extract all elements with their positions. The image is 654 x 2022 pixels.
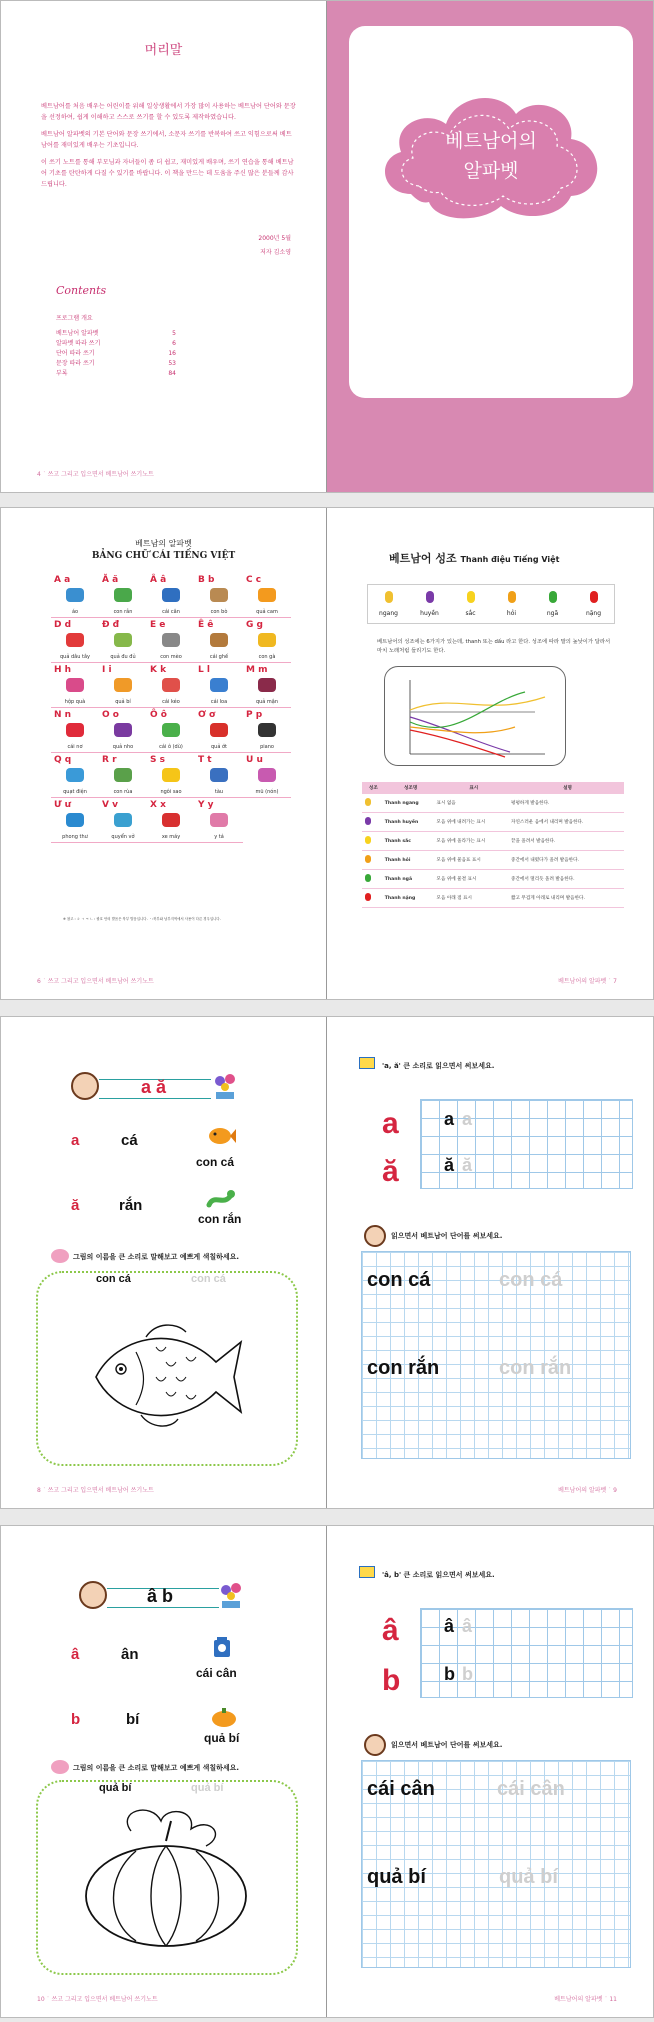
contents-item-page: 16 (168, 350, 176, 357)
tone-mark-icon (365, 874, 371, 882)
trace-letter-dark: ă (444, 1155, 455, 1175)
tone-strip-item (368, 585, 409, 623)
alphabet-picture-icon (114, 768, 132, 782)
alphabet-cell (195, 708, 243, 753)
alphabet-picture-icon (66, 588, 84, 602)
preface-title: 머리말 (144, 43, 183, 58)
alphabet-letter: H h (54, 665, 72, 675)
alphabet-cell (195, 573, 243, 618)
contents-item[interactable] (56, 329, 176, 339)
alphabet-letter: U u (246, 755, 263, 765)
preface-date: 2000년 5월 (258, 235, 291, 242)
alphabet-title-vi: BẢNG CHỮ CÁI TIẾNG VIỆT (91, 551, 236, 561)
flower-icon (219, 1581, 243, 1609)
alphabet-letter: Ô ô (150, 710, 167, 720)
tones-title-ko: 베트남어 성조 (389, 552, 457, 565)
alphabet-cell (99, 798, 147, 843)
tone-table-row (362, 813, 624, 832)
contents-intro: 프로그램 개요 (56, 315, 93, 322)
practice-word-ghost: con cá (499, 1269, 563, 1291)
alphabet-cell (99, 573, 147, 618)
tone-name: ngang (379, 610, 398, 617)
tone-name: ngã (546, 610, 559, 617)
preface-page (1, 1, 327, 492)
tone-mark-icon (365, 893, 371, 901)
alphabet-word: cái nơ (67, 744, 83, 750)
alphabet-picture-icon (114, 813, 132, 827)
tone-name-cell: Thanh hỏi (384, 857, 411, 863)
tone-mark-cell: 모음 위에 올라가는 표시 (436, 839, 486, 844)
word-sound: bí (126, 1711, 140, 1728)
tone-mark-cell: 표시 없음 (436, 801, 456, 806)
a-intro-page (1, 1017, 327, 1508)
contents-item-label: 부록 (56, 370, 68, 377)
alphabet-cell (147, 753, 195, 798)
alphabet-cell (51, 573, 99, 618)
alphabet-cell (147, 663, 195, 708)
alphabet-cell (51, 753, 99, 798)
alphabet-title-ko: 베트남의 알파벳 (135, 539, 192, 548)
alphabet-letter: Ê ê (198, 620, 214, 630)
tone-contour-chart (395, 672, 555, 762)
cover-title-line: 알파벳 (463, 160, 519, 182)
alphabet-letter: M m (246, 665, 268, 675)
alphabet-letter: D d (54, 620, 72, 630)
write-instruction: 'â, b' 큰 소리로 읽으면서 써보세요. (382, 1571, 495, 1579)
tone-mark-cell: 모음 아래 점 표시 (436, 896, 472, 901)
page-footer: 베트남어의 알파벳 ˙ 9 (558, 1487, 617, 1494)
tone-name-cell: Thanh ngã (384, 876, 413, 882)
alphabet-picture-icon (66, 723, 84, 737)
alphabet-picture-icon (114, 723, 132, 737)
alphabet-letter: T t (198, 755, 212, 765)
alphabet-picture-icon (258, 588, 276, 602)
alphabet-word: con mèo (160, 654, 182, 660)
word-full: con rắn (198, 1212, 242, 1226)
alphabet-word: con bò (210, 609, 228, 615)
ab-intro-page (1, 1526, 327, 2017)
alphabet-word: con gà (258, 654, 276, 660)
alphabet-letter: Ă ă (102, 575, 119, 585)
alphabet-letter: Ư ư (54, 800, 72, 810)
pencil-book-icon (359, 1057, 375, 1069)
alphabet-picture-icon (210, 768, 228, 782)
alphabet-word: hộp quà (64, 699, 86, 705)
tone-table-row (362, 794, 624, 813)
alphabet-cell (195, 663, 243, 708)
fish-icon (206, 1125, 236, 1147)
contents-item-page: 84 (168, 370, 176, 377)
practice-word: cái cân (367, 1778, 435, 1800)
tone-table-header: 성조명 (403, 786, 418, 791)
alphabet-word: con rắn (113, 609, 133, 615)
alphabet-picture-icon (162, 813, 180, 827)
color-instruction: 그림의 이름을 큰 소리로 말해보고 예쁘게 색칠하세요. (73, 1253, 240, 1261)
tone-mark-icon (549, 591, 557, 603)
trace-letter-dark: â (444, 1616, 455, 1636)
contents-item-page: 53 (168, 360, 176, 367)
big-letter-breve: ă (382, 1155, 399, 1188)
a-writing-page (327, 1017, 653, 1508)
tones-page (327, 508, 653, 999)
tone-name-cell: Thanh sắc (384, 838, 411, 844)
tone-desc-cell: 짧고 무겁게 아래로 내리며 발음한다. (511, 896, 585, 901)
alphabet-picture-icon (162, 768, 180, 782)
alphabet-word: cái kéo (162, 699, 180, 705)
contents-title: Contents (56, 284, 107, 297)
alphabet-word: quả ớt (210, 744, 227, 750)
alphabet-cell (243, 753, 291, 798)
alphabet-picture-icon (114, 678, 132, 692)
alphabet-letter: Q q (54, 755, 72, 765)
alphabet-letter: Đ đ (102, 620, 120, 630)
pumpkin-coloring-drawing (76, 1801, 256, 1951)
tone-table-row (362, 851, 624, 870)
preface-body (41, 101, 296, 190)
alphabet-page (1, 508, 327, 999)
alphabet-cell (147, 798, 195, 843)
tone-strip-item (450, 585, 491, 623)
trace-letter-dark: a (444, 1109, 455, 1129)
tone-desc-cell: 자연스러운 음에서 내리며 발음한다. (511, 820, 584, 825)
page-footer: 4 ˙ 쓰고 그리고 입으면서 베트남어 쓰기노트 (37, 471, 154, 478)
tones-title (389, 550, 559, 566)
trace-letter-ghost: â (462, 1616, 473, 1636)
ab-writing-page (327, 1526, 653, 2017)
alphabet-picture-icon (66, 768, 84, 782)
girl-reading-icon (364, 1225, 386, 1247)
tone-name-cell: Thanh huyền (384, 819, 419, 825)
tone-table-row (362, 889, 624, 908)
alphabet-letter: E e (150, 620, 166, 630)
alphabet-picture-icon (162, 588, 180, 602)
contents-item[interactable] (56, 339, 176, 349)
girl-reading-icon (79, 1581, 107, 1609)
alphabet-picture-icon (162, 723, 180, 737)
page-footer: 10 ˙ 쓰고 그리고 입으면서 베트남어 쓰기노트 (37, 1996, 158, 2003)
alphabet-letter: P p (246, 710, 263, 720)
palette-icon (51, 1249, 69, 1263)
tone-name: sắc (465, 610, 476, 617)
alphabet-word: piano (260, 744, 274, 750)
alphabet-letter: A a (54, 575, 71, 585)
alphabet-word: con rùa (113, 789, 133, 795)
alphabet-picture-icon (210, 633, 228, 647)
tone-mark-icon (467, 591, 475, 603)
alphabet-picture-icon (258, 768, 276, 782)
alphabet-picture-icon (210, 723, 228, 737)
tone-mark-icon (508, 591, 516, 603)
contents-item[interactable] (56, 369, 176, 379)
alphabet-word: quả cam (256, 609, 278, 615)
tone-name: hỏi (506, 610, 517, 617)
tone-table (362, 782, 624, 908)
tone-table-header: 표시 (469, 786, 479, 791)
alphabet-picture-icon (210, 678, 228, 692)
alphabet-word: áo (71, 609, 79, 615)
page-footer: 베트남어의 알파벳 ˙ 7 (558, 978, 617, 985)
word-letter: a (71, 1132, 80, 1149)
alphabet-picture-icon (258, 723, 276, 737)
alphabet-word: cái ghế (209, 654, 229, 660)
header-letters: â b (147, 1586, 174, 1606)
fish-coloring-drawing (86, 1317, 246, 1437)
alphabet-letter: V v (102, 800, 118, 810)
pumpkin-icon (211, 1706, 237, 1728)
tone-table-header: 설명 (563, 786, 572, 791)
word-sound: cá (121, 1132, 138, 1149)
trace-ghost-word: con cá (191, 1273, 226, 1285)
tone-table-header: 성조 (368, 786, 378, 791)
cover-title-line: 베트남어의 (445, 130, 537, 152)
page-footer: 6 ˙ 쓰고 그리고 입으면서 베트남어 쓰기노트 (37, 978, 154, 985)
tones-intro: 베트남어의 성조에는 6가지가 있는데, thanh 또는 dấu 라고 한다. 성조에 따라 말의 높낮이가 달라서 마치 노래처럼 들리기도 한다. (377, 639, 611, 654)
tone-chart-box (384, 666, 566, 766)
big-letter-b: b (382, 1664, 401, 1697)
tone-strip (367, 584, 615, 624)
alphabet-word: quả nho (112, 744, 134, 750)
alphabet-chart (51, 573, 291, 843)
tone-strip-item (491, 585, 532, 623)
alphabet-note: ※ 참고 : ㅎ ㄱ ㅋ ㄴ : 괄호 안의 발음은 북부 발음입니다. ㆍ:북부와 남부지역에서 사용이 다른 경우입니다. (63, 917, 221, 921)
alphabet-picture-icon (114, 633, 132, 647)
alphabet-picture-icon (258, 633, 276, 647)
alphabet-word: xe máy (161, 834, 181, 840)
tone-icon-cell (362, 813, 385, 832)
alphabet-letter: C c (246, 575, 262, 585)
alphabet-word: y tá (214, 834, 224, 840)
word-letter: b (71, 1711, 81, 1728)
alphabet-word: ngôi sao (160, 789, 182, 795)
alphabet-letter: B b (198, 575, 215, 585)
tone-strip-item (532, 585, 573, 623)
alphabet-cell (195, 798, 243, 843)
alphabet-letter: L l (198, 665, 210, 675)
tone-strip-item (409, 585, 450, 623)
practice-word: quả bí (367, 1866, 426, 1888)
alphabet-picture-icon (162, 633, 180, 647)
alphabet-word: quả mận (255, 699, 279, 705)
alphabet-word: quạt điện (63, 789, 87, 795)
contents-item-label: 알파벳 따라 쓰기 (56, 340, 101, 347)
contents-item[interactable] (56, 359, 176, 369)
tone-mark-cell: 모음 위에 내려가는 표시 (436, 820, 486, 825)
trace-dark-word: quả bí (99, 1782, 132, 1794)
preface-paragraph: 이 쓰기 노트를 통해 부모님과 자녀들이 좀 더 쉽고, 재미있게 배우며, 쓰기 연습을 통해 베트남어 기초를 탄탄하게 다질 수 있기를 바랍니다. 이 책을 만드는 데 도움을 주신 많은 분들께 감사드립니다. (41, 159, 294, 188)
contents-item[interactable] (56, 349, 176, 359)
alphabet-cell (147, 618, 195, 663)
trace-letter-dark: b (444, 1664, 455, 1684)
tone-name: nặng (585, 610, 602, 617)
alphabet-word: cái loa (210, 699, 228, 705)
word-letter: â (71, 1646, 80, 1663)
alphabet-letter: K k (150, 665, 167, 675)
spread-a-letters (0, 1016, 654, 1509)
tone-name-cell: Thanh ngang (384, 800, 419, 806)
alphabet-letter: G g (246, 620, 263, 630)
alphabet-cell (51, 708, 99, 753)
tone-table-row (362, 832, 624, 851)
contents-item-label: 단어 따라 쓰기 (56, 350, 95, 357)
flower-icon (213, 1072, 237, 1100)
alphabet-cell (243, 573, 291, 618)
alphabet-cell (195, 753, 243, 798)
contents-item-page: 6 (172, 340, 176, 347)
tone-name: huyền (420, 610, 439, 617)
alphabet-picture-icon (66, 678, 84, 692)
cover-title (349, 126, 633, 186)
contents-item-page: 5 (172, 330, 176, 337)
alphabet-word: quả đu đủ (110, 654, 136, 660)
tone-icon-cell (362, 870, 385, 889)
preface-paragraph: 베트남어 알파벳의 기본 단어와 문장 쓰기에서, 소문자 쓰기를 반복하여 쓰고 익힘으로써 베트남어를 재미있게 배우는 기초입니다. (41, 131, 292, 149)
palette-icon (51, 1760, 69, 1774)
alphabet-picture-icon (210, 813, 228, 827)
tone-name-cell: Thanh nặng (384, 895, 416, 901)
tone-mark-icon (385, 591, 393, 603)
alphabet-word: quyển vở (111, 834, 135, 840)
trace-letter-ghost: b (462, 1664, 473, 1684)
alphabet-picture-icon (210, 588, 228, 602)
tone-mark-cell: 모음 위에 물결 표시 (436, 877, 477, 882)
tone-mark-icon (365, 798, 371, 806)
tone-mark-icon (590, 591, 598, 603)
alphabet-word: tàu (214, 789, 224, 795)
word-full: con cá (196, 1155, 235, 1169)
tone-mark-cell: 모음 위에 물음표 표시 (436, 858, 481, 863)
tone-mark-icon (365, 817, 371, 825)
practice-word-ghost: con rắn (499, 1357, 572, 1379)
contents-item-label: 베트남어 알파벳 (56, 330, 99, 337)
word-sound: ân (121, 1646, 139, 1663)
tone-icon-cell (362, 851, 385, 870)
alphabet-picture-icon (66, 813, 84, 827)
alphabet-cell (195, 618, 243, 663)
alphabet-word: cái ô (dù) (159, 744, 183, 750)
contents-item-label: 문장 따라 쓰기 (56, 360, 95, 367)
snake-icon (206, 1187, 236, 1209)
tone-icon-cell (362, 889, 385, 908)
page-footer: 베트남어의 알파벳 ˙ 11 (554, 1996, 617, 2003)
alphabet-letter: I i (102, 665, 112, 675)
spread-preface-cover (0, 0, 654, 493)
word-full: cái cân (196, 1666, 237, 1680)
spread-ab-letters (0, 1525, 654, 2018)
alphabet-letter: Â â (150, 575, 167, 585)
preface-paragraph: 베트남어를 처음 배우는 어린이를 위해 일상생활에서 가장 많이 사용하는 베트남어 단어와 문장을 선정하여, 쉽게 이해하고 스스로 쓰기를 할 수 있도록 제작하였습니다. (41, 103, 296, 121)
alphabet-cell (51, 798, 99, 843)
tone-desc-cell: 중간에서 내렸다가 올려 발음한다. (511, 858, 580, 863)
alphabet-letter: X x (150, 800, 166, 810)
alphabet-cell (99, 618, 147, 663)
girl-reading-icon (364, 1734, 386, 1756)
color-instruction: 그림의 이름을 큰 소리로 말해보고 예쁘게 색칠하세요. (73, 1764, 240, 1772)
tone-desc-cell: 중간에서 떨리듯 올려 발음한다. (511, 877, 575, 882)
alphabet-letter: N n (54, 710, 72, 720)
tone-strip-item (573, 585, 614, 623)
alphabet-word: quả bí (115, 699, 131, 705)
alphabet-picture-icon (258, 678, 276, 692)
practice-word-ghost: quả bí (499, 1866, 558, 1888)
tone-desc-cell: 끝을 올려서 발음한다. (511, 839, 556, 844)
header-letters: a ă (141, 1077, 167, 1097)
alphabet-word: cái cân (162, 609, 180, 615)
word-full: quả bí (204, 1731, 240, 1745)
read-instruction: 읽으면서 베트남어 단어를 써보세요. (391, 1232, 503, 1240)
alphabet-letter: Ơ ơ (198, 710, 216, 720)
tones-title-vi: Thanh điệu Tiếng Việt (460, 555, 560, 564)
alphabet-cell (51, 618, 99, 663)
big-letter-a: a (382, 1107, 399, 1140)
alphabet-cell (243, 663, 291, 708)
alphabet-cell (243, 708, 291, 753)
read-instruction: 읽으면서 베트남어 단어를 써보세요. (391, 1741, 503, 1749)
alphabet-picture-icon (66, 633, 84, 647)
tone-table-row (362, 870, 624, 889)
write-instruction: 'a, ă' 큰 소리로 읽으면서 써보세요. (382, 1062, 495, 1070)
alphabet-cell (99, 663, 147, 708)
page-footer: 8 ˙ 쓰고 그리고 입으면서 베트남어 쓰기노트 (37, 1487, 154, 1494)
tone-icon-cell (362, 794, 385, 813)
alphabet-cell (147, 573, 195, 618)
cover-card (349, 26, 633, 398)
practice-word-ghost: cái cân (497, 1778, 565, 1800)
big-letter-circumflex: â (382, 1614, 399, 1647)
alphabet-letter: S s (150, 755, 165, 765)
trace-letter-ghost: a (462, 1109, 473, 1129)
tone-mark-icon (365, 855, 371, 863)
alphabet-cell (147, 708, 195, 753)
contents-list (56, 329, 176, 379)
trace-letter-ghost: ă (462, 1155, 473, 1175)
alphabet-letter: O o (102, 710, 119, 720)
tone-icon-cell (362, 832, 385, 851)
alphabet-letter: R r (102, 755, 117, 765)
alphabet-cell (99, 753, 147, 798)
word-letter: ă (71, 1197, 80, 1214)
alphabet-cell (243, 618, 291, 663)
alphabet-cell (51, 663, 99, 708)
alphabet-picture-icon (114, 588, 132, 602)
alphabet-word: phong thư (62, 834, 88, 840)
alphabet-word: quả dâu tây (60, 654, 90, 660)
girl-reading-icon (71, 1072, 99, 1100)
alphabet-picture-icon (162, 678, 180, 692)
trace-dark-word: con cá (96, 1273, 131, 1285)
tone-mark-icon (365, 836, 371, 844)
pencil-book-icon (359, 1566, 375, 1578)
alphabet-letter: Y y (198, 800, 214, 810)
scale-icon (213, 1636, 231, 1658)
alphabet-cell (99, 708, 147, 753)
cover-page (327, 1, 653, 492)
alphabet-word: mũ (nón) (255, 789, 279, 795)
practice-word: con rắn (367, 1357, 440, 1379)
practice-word: con cá (367, 1269, 431, 1291)
tone-mark-icon (426, 591, 434, 603)
spread-alphabet-tones (0, 507, 654, 1000)
preface-author: 저자 김소영 (260, 249, 291, 256)
word-sound: rắn (119, 1197, 143, 1214)
tone-desc-cell: 평평하게 발음한다. (511, 801, 550, 806)
trace-ghost-word: quả bí (191, 1782, 224, 1794)
